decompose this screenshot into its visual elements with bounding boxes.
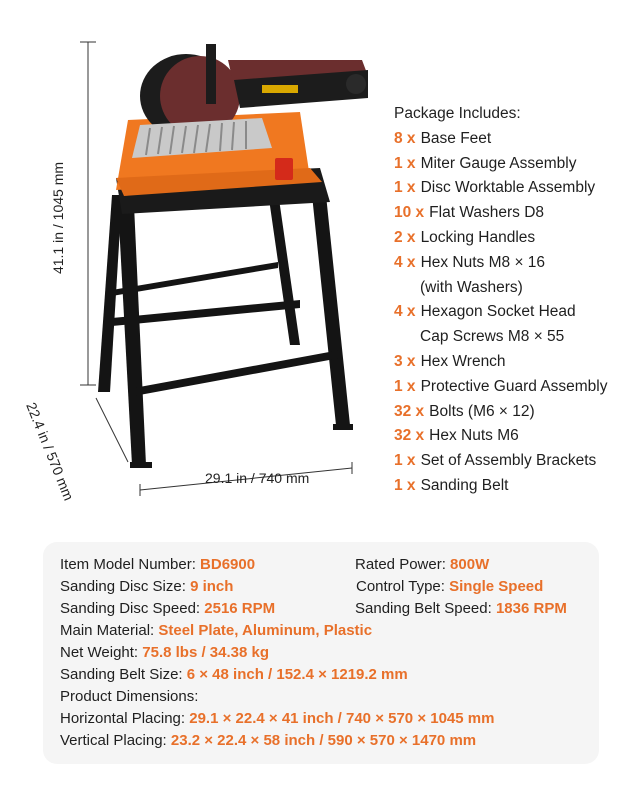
package-includes xyxy=(394,102,608,499)
package-item xyxy=(394,251,608,276)
spec-weight xyxy=(60,644,269,661)
item-qty: 1 x xyxy=(394,154,416,172)
package-item xyxy=(394,474,608,499)
spec-value: Steel Plate, Aluminum, Plastic xyxy=(158,622,373,639)
package-item xyxy=(394,201,608,226)
spec-value: BD6900 xyxy=(200,556,256,573)
specifications-card xyxy=(43,542,599,764)
item-continuation: (with Washers) xyxy=(420,278,523,296)
depth-dimension: 22.4 in / 570 mm xyxy=(23,400,78,503)
item-qty: 32 x xyxy=(394,402,425,420)
item-label: Set of Assembly Brackets xyxy=(420,452,597,470)
item-qty: 2 x xyxy=(394,228,416,246)
spec-disc-size xyxy=(60,578,233,595)
item-label: Hex Nuts M6 xyxy=(429,427,519,445)
package-item xyxy=(394,375,608,400)
spec-label: Vertical Placing: xyxy=(60,732,171,749)
item-label: Disc Worktable Assembly xyxy=(420,179,596,197)
item-label: Protective Guard Assembly xyxy=(420,377,608,395)
spec-dimensions-heading xyxy=(60,688,198,705)
item-qty: 3 x xyxy=(394,352,416,370)
power-switch xyxy=(275,158,293,180)
item-continuation: Cap Screws M8 × 55 xyxy=(420,328,565,346)
spec-value: 23.2 × 22.4 × 58 inch / 590 × 570 × 1470 mm xyxy=(170,732,477,749)
package-item xyxy=(394,400,608,425)
item-qty: 8 x xyxy=(394,129,416,147)
package-item xyxy=(394,176,608,201)
spec-label: Control Type: xyxy=(356,578,450,595)
package-item xyxy=(394,300,608,325)
spec-vertical xyxy=(60,732,476,749)
item-qty: 32 x xyxy=(394,427,425,445)
item-qty: 1 x xyxy=(394,476,416,494)
package-item xyxy=(394,152,608,177)
spec-value: 2516 RPM xyxy=(204,600,276,617)
spec-label: Main Material: xyxy=(60,622,159,639)
item-label: Miter Gauge Assembly xyxy=(420,154,577,172)
package-item xyxy=(394,350,608,375)
spec-value: Single Speed xyxy=(449,578,544,595)
spec-material xyxy=(60,622,372,639)
item-qty: 4 x xyxy=(394,303,416,321)
package-item xyxy=(394,127,608,152)
spec-value: 75.8 lbs / 34.38 kg xyxy=(142,644,270,661)
item-label: Locking Handles xyxy=(420,228,536,246)
item-label: Hex Nuts M8 × 16 xyxy=(420,253,546,271)
item-qty: 1 x xyxy=(394,452,416,470)
item-label: Hex Wrench xyxy=(420,352,506,370)
spec-label: Sanding Belt Size: xyxy=(60,666,187,683)
spec-value: 1836 RPM xyxy=(495,600,567,617)
height-dimension: 41.1 in / 1045 mm xyxy=(50,161,66,275)
item-qty: 10 x xyxy=(394,204,425,222)
item-qty: 1 x xyxy=(394,179,416,197)
item-label: Flat Washers D8 xyxy=(429,204,545,222)
item-label: Base Feet xyxy=(420,129,492,147)
spec-label: Product Dimensions: xyxy=(60,688,199,705)
spec-horizontal xyxy=(60,710,494,727)
item-label: Bolts (M6 × 12) xyxy=(429,402,535,420)
spec-disc-speed xyxy=(60,600,275,617)
package-item xyxy=(394,226,608,251)
spec-model xyxy=(60,556,255,573)
item-label: Sanding Belt xyxy=(420,476,509,494)
item-qty: 1 x xyxy=(394,377,416,395)
spec-value: 800W xyxy=(450,556,490,573)
spec-value: 29.1 × 22.4 × 41 inch / 740 × 570 × 1045 mm xyxy=(189,710,495,727)
spec-label: Sanding Belt Speed: xyxy=(355,600,496,617)
spec-belt-speed xyxy=(355,600,567,617)
spec-value: 6 × 48 inch / 152.4 × 1219.2 mm xyxy=(186,666,408,683)
package-item xyxy=(394,424,608,449)
spec-label: Rated Power: xyxy=(355,556,451,573)
width-dimension: 29.1 in / 740 mm xyxy=(205,470,310,486)
spec-label: Horizontal Placing: xyxy=(60,710,190,727)
item-qty: 4 x xyxy=(394,253,416,271)
spec-power xyxy=(355,556,489,573)
spec-belt-size xyxy=(60,666,408,683)
spec-control-type xyxy=(356,578,543,595)
spec-value: 9 inch xyxy=(190,578,234,595)
spec-label: Sanding Disc Size: xyxy=(60,578,191,595)
item-label: Hexagon Socket Head xyxy=(420,303,576,321)
package-title: Package Includes: xyxy=(394,105,521,122)
spec-label: Net Weight: xyxy=(60,644,143,661)
spec-label: Sanding Disc Speed: xyxy=(60,600,205,617)
spec-label: Item Model Number: xyxy=(60,556,201,573)
package-item xyxy=(394,449,608,474)
